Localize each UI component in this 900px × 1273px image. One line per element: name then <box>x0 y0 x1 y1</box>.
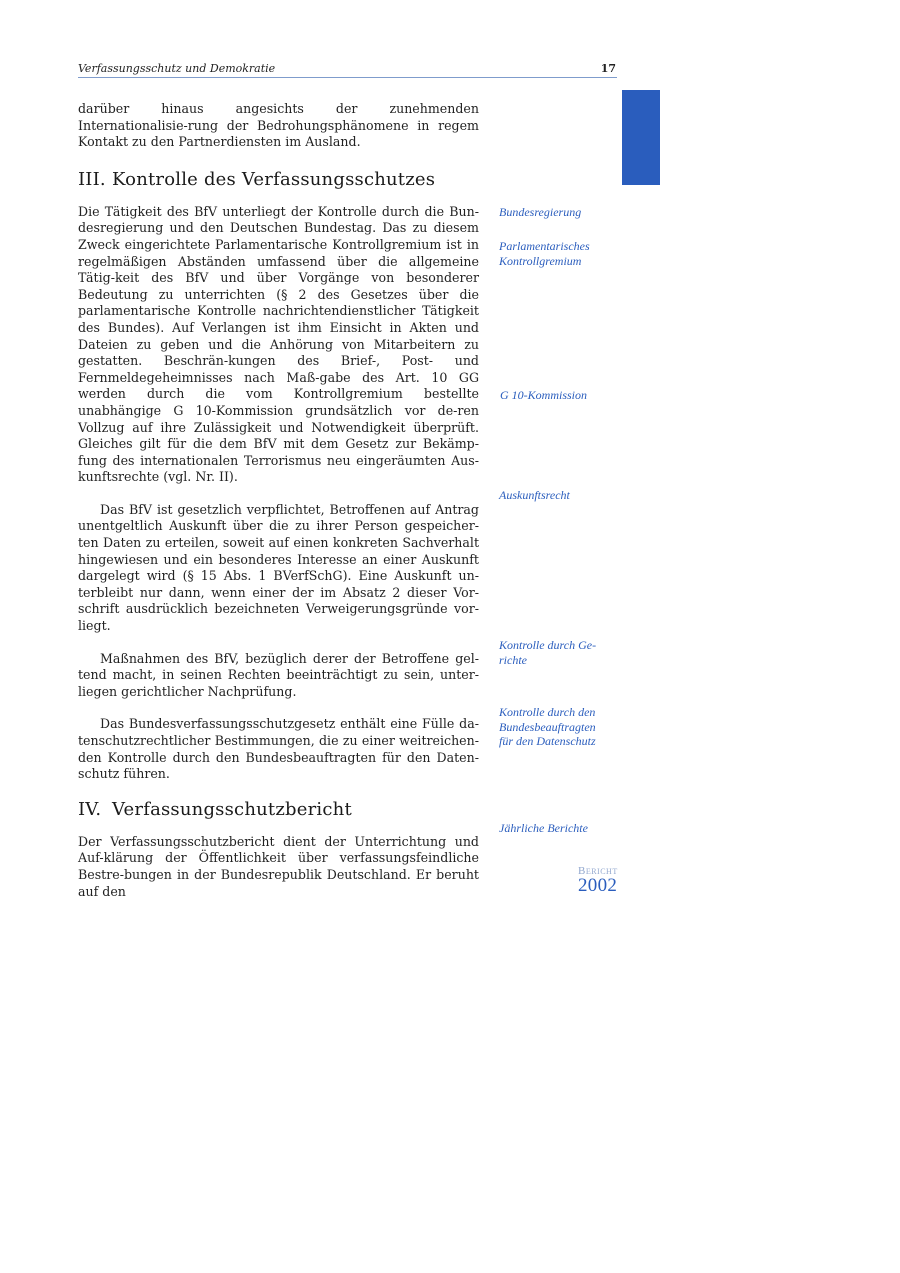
margin-note-text: Kontrollgremium <box>499 253 582 268</box>
margin-note-berichte <box>499 821 617 836</box>
margin-note-datenschutz <box>499 705 617 749</box>
margin-note-text: Bundesbeauftragten <box>499 719 596 734</box>
section-title: Verfassungsschutzbericht <box>112 798 352 820</box>
paragraph: Maßnahmen des BfV, bezüglich derer der Betroffene gel-tend macht, in seinen Rechten beeinträchtigt zu sein, unter-liegen gerichtlicher Nachprüfung. <box>78 650 479 699</box>
section-number: III. <box>78 168 106 190</box>
section-heading-iv <box>78 799 479 820</box>
page-number: 17 <box>600 62 616 75</box>
chapter-thumb-tab <box>622 90 660 185</box>
running-header <box>78 62 617 78</box>
section-heading-iii <box>78 169 479 190</box>
bericht-2002-logo <box>578 866 638 895</box>
margin-note-text: für den Datenschutz <box>499 734 596 748</box>
margin-note-kontrollgremium <box>499 239 617 268</box>
section-number: IV. <box>78 798 102 820</box>
margin-note-gerichte <box>499 638 617 667</box>
paragraph: darüber hinaus angesichts der zunehmenden Internationalisie-rung der Bedrohungsphänomene in regem Kontakt zu den Partnerdiensten im Ausland. <box>78 101 479 150</box>
paragraph: Der Verfassungsschutzbericht dient der Unterrichtung und Auf-klärung der Öffentlichkeit über verfassungsfeindliche Bestre-bungen in der Bundesrepublik Deutschland. Er beruht auf den <box>78 833 479 899</box>
running-title: Verfassungsschutz und Demokratie <box>78 62 276 75</box>
paragraph: Die Tätigkeit des BfV unterliegt der Kontrolle durch die Bun-desregierung und den Deutschen Bundestag. Das zu diesem Zweck eingerichtete Parlamentarische Kontrollgremium ist in regelmäßigen Abständen umfassend über die allgemeine Tätig-keit des BfV und über Vorgänge von besonderer Bedeutung zu unterrichten (§ 2 des Gesetzes über die parlamentarische Kontrolle nachrichtendienstlicher Tätigkeit des Bundes). Auf Verlangen ist ihm Einsicht in Akten und Dateien zu geben und die Anhörung von Mitarbeitern zu gestatten. Beschrän-kungen des Brief-, Post- und Fernmeldegeheimnisses nach Maß-gabe des Art. 10 GG werden durch die vom Kontrollgremium bestellte unabhängige G 10-Kommission grundsätzlich vor de-ren Vollzug auf ihre Zulässigkeit und Notwendigkeit überprüft. Gleiches gilt für die dem BfV mit dem Gesetz zur Bekämp-fung des internationalen Terrorismus neu eingeräumten Aus-kunftsrechte (vgl. Nr. II). <box>78 203 479 485</box>
paragraph: Das Bundesverfassungsschutzgesetz enthält eine Fülle da-tenschutzrechtlicher Bestimmungen, die zu einer weitreichen-den Kontrolle durch den Bundesbeauftragten für den Daten-schutz führen. <box>78 716 479 782</box>
margin-note-g10 <box>500 388 618 403</box>
margin-note-text: Kontrolle durch Ge- <box>499 638 597 652</box>
margin-note-text: Bundesregierung <box>499 205 582 219</box>
margin-note-bundesregierung <box>499 205 617 220</box>
margin-note-text: Parlamentarisches <box>499 239 590 253</box>
margin-note-text: Auskunftsrecht <box>499 488 570 502</box>
margin-note-text: richte <box>499 652 527 667</box>
margin-note-text: G 10-Kommission <box>500 388 588 402</box>
paragraph: Das BfV ist gesetzlich verpflichtet, Betroffenen auf Antrag unentgeltlich Auskunft über die zu ihrer Person gespeicher-ten Daten zu erteilen, soweit auf einen konkreten Sachverhalt hingewiesen und ein besonderes Interesse an einer Auskunft dargelegt wird (§ 15 Abs. 1 BVerfSchG). Eine Auskunft un-terbleibt nur dann, wenn einer der im Absatz 2 dieser Vor-schrift ausdrücklich bezeichneten Verweigerungsgründe vor-liegt. <box>78 501 479 634</box>
margin-note-text: Jährliche Berichte <box>499 821 588 835</box>
section-title: Kontrolle des Verfassungsschutzes <box>112 168 436 190</box>
margin-note-auskunftsrecht <box>499 488 617 503</box>
main-text-column <box>78 101 479 900</box>
margin-note-text: Kontrolle durch den <box>499 705 596 719</box>
logo-year: 2002 <box>578 875 618 896</box>
logo-word: Bericht <box>578 865 618 877</box>
